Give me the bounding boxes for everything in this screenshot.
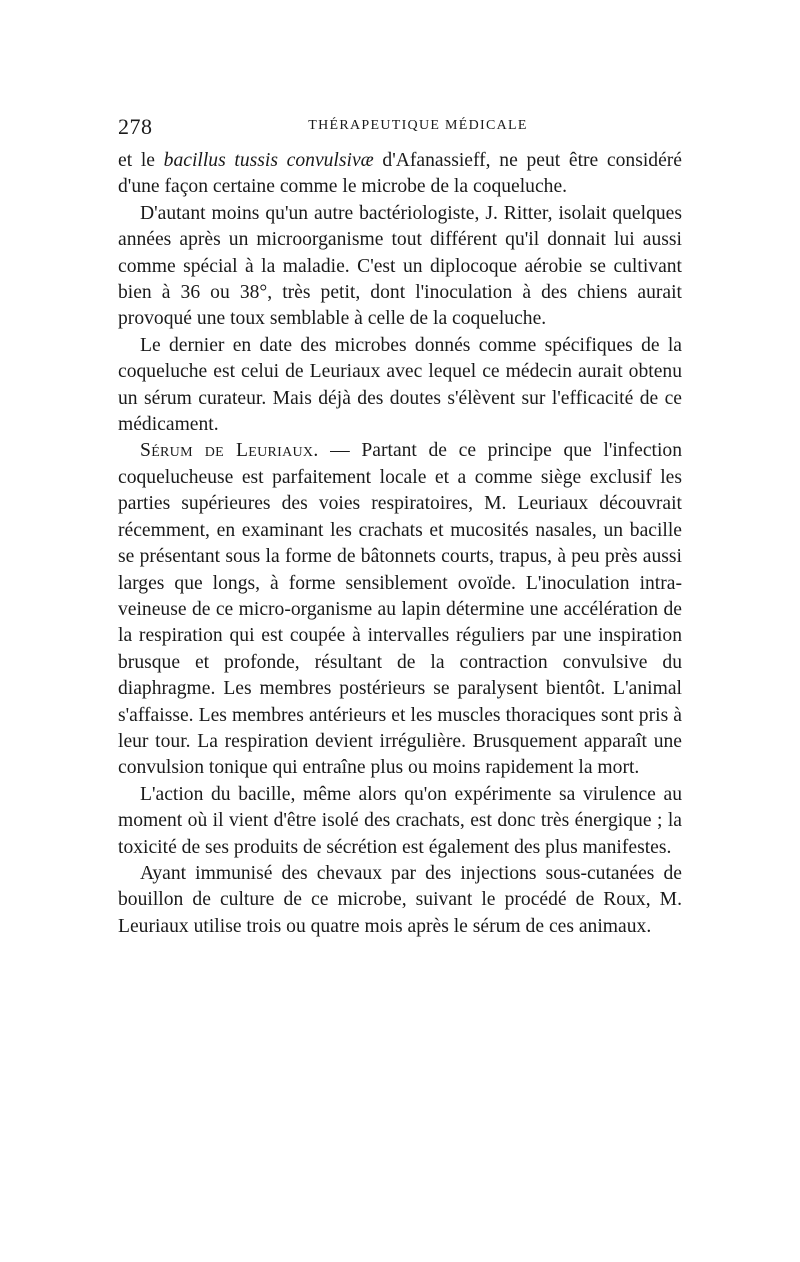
running-title: THÉRAPEUTIQUE MÉDICALE bbox=[308, 118, 528, 133]
paragraph-1-latin-name: bacillus tussis convulsivæ bbox=[163, 150, 374, 171]
page-body bbox=[118, 148, 682, 940]
paragraph-5: L'action du bacille, même alors qu'on expérimente sa virulence au moment où il vient d'être isolé des crachats, est donc très énergique ; la toxicité de ses produits de sécrétion est également des plus manifestes. bbox=[118, 783, 682, 858]
paragraph-4 bbox=[118, 438, 682, 781]
paragraph-6: Ayant immunisé des chevaux par des injections sous-cutanées de bouillon de culture de ce microbe, suivant le procédé de Roux, M. Leuriaux utilise trois ou quatre mois après le sérum de ces animaux. bbox=[118, 862, 682, 937]
paragraph-1 bbox=[118, 148, 682, 201]
paragraph-2: D'autant moins qu'un autre bactériologiste, J. Ritter, isolait quelques années après un microorganisme tout différent qu'il donnait lui aussi comme spécial à la maladie. C'est un diplocoque aérobie se cultivant bien à 36 ou 38°, très petit, dont l'inoculation à des chiens aurait provoqué une toux semblable à celle de la coqueluche. bbox=[118, 202, 682, 330]
paragraph-1-lead: et le bbox=[118, 150, 164, 171]
section-heading-serum-leuriaux: Sérum de Leuriaux. bbox=[140, 440, 319, 462]
paragraph-3: Le dernier en date des microbes donnés comme spécifiques de la coqueluche est celui de Leuriaux avec lequel ce médecin aurait obtenu un sérum curateur. Mais déjà des doutes s'élèvent sur l'efficacité de ce médicament. bbox=[118, 334, 682, 436]
book-page bbox=[118, 112, 682, 940]
page-number: 278 bbox=[118, 114, 153, 139]
paragraph-4-text: — Partant de ce principe que l'infection coquelucheuse est parfaitement locale et a comme siège exclusif les parties supérieures des voies respiratoires, M. Leuriaux découvrait récemment, en examinant les crachats et mucosités nasales, un bacille se présentant sous la forme de bâtonnets courts, trapus, à peu près aussi larges que longs, à forme sensiblement ovoïde. L'inoculation intra-veineuse de ce micro-organisme au lapin détermine une accélération de la respiration qui est coupée à intervalles réguliers par une inspiration brusque et profonde, résultant de la contraction convulsive du diaphragme. Les membres postérieurs se paralysent bientôt. L'animal s'affaisse. Les membres antérieurs et les muscles thoraciques sont pris à leur tour. La respiration devient irrégulière. Brusquement apparaît une convulsion tonique qui entraîne plus ou moins rapidement la mort. bbox=[118, 440, 682, 779]
paragraph-1-rest: d'Afanassieff, ne peut être considéré d'une façon certaine comme le microbe de la coqueluche. bbox=[118, 150, 683, 198]
page-header bbox=[118, 112, 682, 146]
